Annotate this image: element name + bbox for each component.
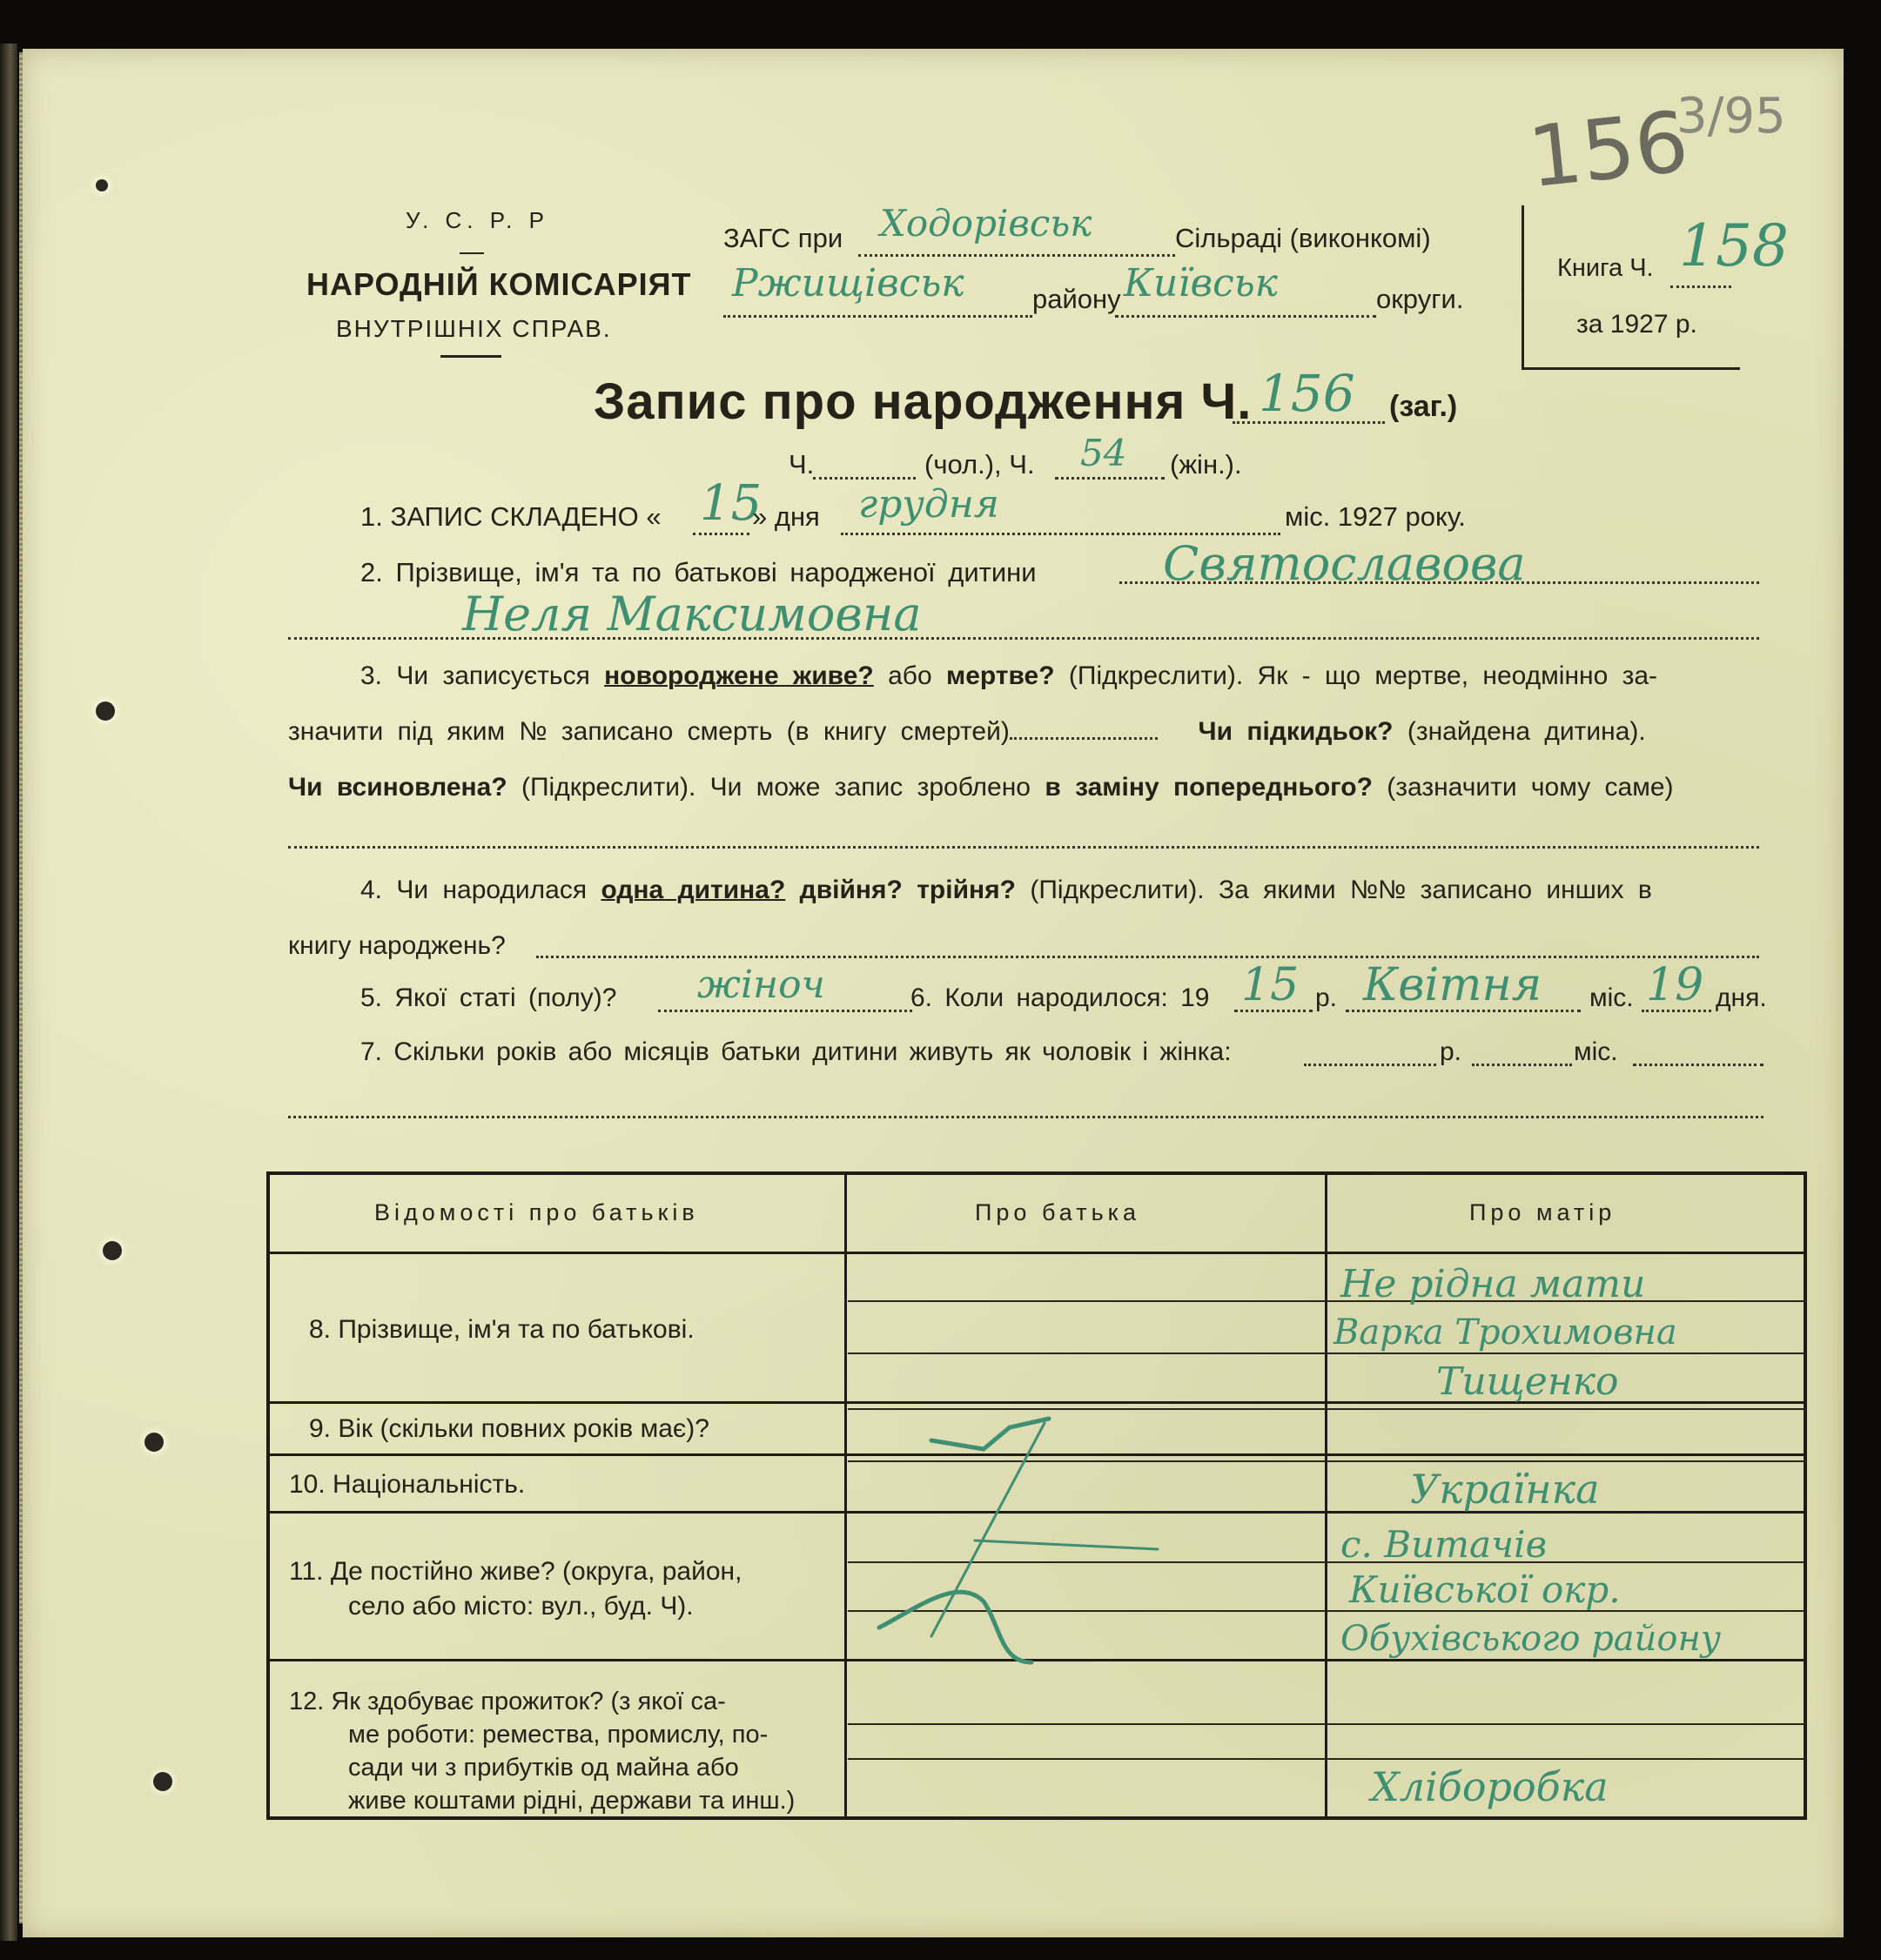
- mother-occupation: Хліборобка: [1371, 1763, 1609, 1810]
- item-7-months: міс.: [1574, 1037, 1618, 1066]
- item-6-label: 6. Коли народилося: 19: [910, 983, 1210, 1012]
- book-label: Книга Ч.: [1557, 254, 1654, 282]
- dead-option[interactable]: мертве?: [946, 661, 1055, 690]
- adopted-question[interactable]: Чи всиновлена?: [288, 773, 507, 802]
- mother-name-line-2: Варка Трохимовна: [1333, 1312, 1677, 1353]
- commissariat-title: НАРОДНІЙ КОМІСАРІЯТ: [306, 266, 692, 302]
- male-label: (чол.), Ч.: [924, 449, 1035, 480]
- table-header-info: Відомості про батьків: [374, 1199, 699, 1225]
- child-surname-handwritten: Святославова: [1163, 536, 1526, 591]
- record-day-handwritten: 15: [700, 475, 762, 532]
- district-handwritten: Ржищівськ: [732, 261, 964, 305]
- item-1-day-label: » дня: [752, 501, 820, 532]
- ministry-title: ВНУТРІШНІХ СПРАВ.: [336, 315, 612, 342]
- item-4-line-1: 4. Чи народилася одна дитина? двійня? трійня? (Підкреслити). За якими №№ записано инших в: [360, 876, 1652, 904]
- item-3-line-2: значити під яким № записано смерть (в книгу смертей) Чи підкидьок? (знайдена дитина).: [288, 717, 1646, 746]
- mother-residence-line-3: Обухівського району: [1340, 1619, 1722, 1659]
- okruha-handwritten: Київськ: [1124, 261, 1278, 305]
- village-council-handwritten: Ходорівськ: [880, 202, 1092, 245]
- table-header-father: Про батька: [975, 1199, 1141, 1225]
- mother-nationality: Українка: [1410, 1466, 1600, 1513]
- parents-info-table: [266, 1171, 1807, 1820]
- birth-year-handwritten: 15: [1241, 959, 1300, 1011]
- mother-residence-line-2: Київської окр.: [1349, 1568, 1621, 1611]
- alive-option[interactable]: новороджене живе?: [604, 661, 874, 690]
- zags-label: ЗАГС при: [723, 223, 843, 253]
- sex-handwritten: жіноч: [697, 963, 825, 1007]
- birth-day-handwritten: 19: [1646, 959, 1704, 1011]
- item-7-years: р.: [1440, 1037, 1462, 1066]
- previous-page-edge: [0, 44, 17, 1941]
- ussr-label: У. С. Р. Р: [406, 207, 549, 233]
- divider: [460, 252, 484, 254]
- item-2-label: 2. Прізвище, ім'я та по батькові народженої дитини: [360, 557, 1037, 587]
- book-box: [1522, 205, 1789, 370]
- item-1-year-label: міс. 1927 року.: [1285, 501, 1466, 532]
- item-1-label: 1. ЗАПИС СКЛАДЕНО «: [360, 501, 662, 532]
- single-child-option[interactable]: одна дитина?: [601, 876, 786, 904]
- record-month-handwritten: грудня: [858, 482, 999, 527]
- binder-hole: [96, 701, 115, 721]
- binder-hole: [96, 179, 108, 191]
- month-suffix: міс.: [1589, 983, 1634, 1012]
- day-suffix: дня.: [1716, 983, 1767, 1012]
- mother-name-line-1: Не рідна мати: [1340, 1262, 1646, 1306]
- twins-option[interactable]: двійня?: [799, 876, 903, 904]
- row-9-label: 9. Вік (скільки повних років має)?: [309, 1414, 709, 1443]
- birth-record-page: [23, 49, 1844, 1937]
- female-label: (жін.).: [1170, 449, 1242, 480]
- archive-pencil-note: 3/95: [1676, 88, 1786, 144]
- record-number-handwritten: 156: [1259, 364, 1355, 423]
- archive-pencil-number: 156: [1523, 92, 1693, 207]
- mother-residence-line-1: с. Витачів: [1340, 1523, 1548, 1566]
- item-3-line-1: 3. Чи записується новороджене живе? або мертве? (Підкреслити). Як - що мертве, неодмінно за-: [360, 661, 1658, 690]
- book-number-handwritten: 158: [1679, 212, 1789, 279]
- year-suffix: р.: [1315, 983, 1338, 1012]
- item-3-line-3: Чи всиновлена? (Підкреслити). Чи може запис зроблено в заміну попереднього? (зазначити чому саме): [288, 773, 1674, 802]
- item-4-line-2: книгу народжень?: [288, 931, 506, 960]
- father-column-dash-stroke: [879, 1375, 1262, 1680]
- record-title-suffix: (заг.): [1389, 390, 1458, 423]
- item-7-label: 7. Скільки років або місяців батьки дитини живуть як чоловік і жінка:: [360, 1037, 1232, 1066]
- divider: [440, 355, 501, 358]
- row-11-label: 11. Де постійно живе? (округа, район, село або місто: вул., буд. Ч).: [289, 1557, 742, 1621]
- table-header-mother: Про матір: [1469, 1199, 1616, 1225]
- okruha-label: округи.: [1376, 284, 1464, 314]
- row-8-label: 8. Прізвище, ім'я та по батькові.: [309, 1315, 695, 1344]
- binder-hole: [153, 1772, 172, 1791]
- item-5-label: 5. Якої статі (полу)?: [360, 983, 617, 1012]
- mother-name-line-3: Тищенко: [1436, 1359, 1619, 1404]
- binder-hole: [144, 1433, 164, 1452]
- row-10-label: 10. Національність.: [289, 1470, 526, 1499]
- village-council-label: Сільраді (виконкомі): [1175, 223, 1431, 253]
- record-title: Запис про народження Ч.: [594, 373, 1253, 430]
- child-name-handwritten: Неля Максимовна: [462, 587, 922, 641]
- triplets-option[interactable]: трійня?: [917, 876, 1016, 904]
- binder-hole: [103, 1241, 122, 1260]
- district-label: району: [1032, 284, 1121, 314]
- foundling-question[interactable]: Чи підкидьок?: [1198, 717, 1394, 746]
- birth-month-handwritten: Квітня: [1363, 959, 1542, 1011]
- replacement-question[interactable]: в заміну попереднього?: [1045, 773, 1373, 802]
- row-12-label: 12. Як здобуває прожиток? (з якої са- ме роботи: ремества, промислу, по- сади чи з прибутків од майна або живе коштами рідні, держави та инш.): [289, 1688, 796, 1815]
- female-number-handwritten: 54: [1080, 432, 1127, 474]
- male-number-label: Ч.: [789, 449, 815, 480]
- book-year: за 1927 р.: [1576, 310, 1697, 339]
